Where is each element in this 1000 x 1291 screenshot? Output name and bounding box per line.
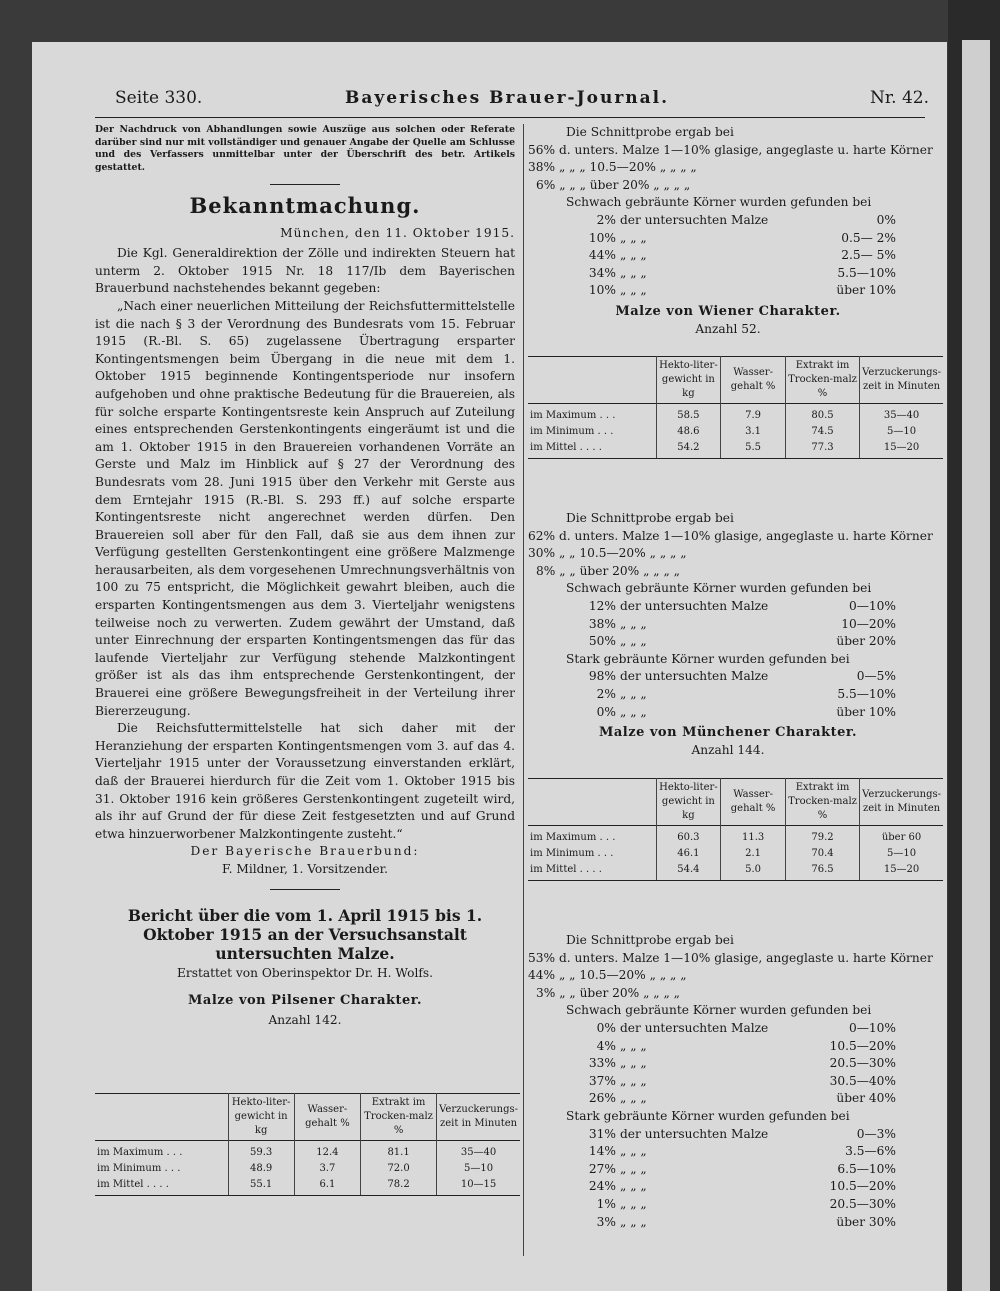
result-percent: 2% — [596, 686, 616, 701]
wiener-schwach: Schwach gebräunte Körner wurden gefunden bei — [566, 581, 872, 596]
muenchener-table: Hekto-liter-gewicht in kg Wasser-gehalt % Extrakt im Trocken-malz % Verzuckerungs-zeit in Minuten im Maximum . . . 60.3 11.3 79.2 über 60 im Minimum . . . 46.1 2.1 70.4 5—10 im Mittel . . . . 54.4 5.0 76.5 15—20 — [528, 778, 943, 881]
table-row: im Maximum . . . 60.3 11.3 79.2 über 60 — [528, 826, 943, 847]
paragraph-1: Die Kgl. Generaldirektion der Zölle und indirekten Steuern hat unterm 2. Oktober 1915 Nr. 18 117/Ib dem Bayerischen Brauerbund nachstehendes bekannt gegeben: — [95, 246, 515, 296]
result-percent: 98% — [588, 669, 616, 684]
paragraph-3: Die Reichsfuttermittelstelle hat sich daher mit der Heranziehung der ersparten Kontingentsmengen vom 3. auf das 4. Vierteljahr 1915 unter der Voraussetzung einverstanden erklärt, daß der Brauerei hierdurch für die Zeit vom 1. Oktober 1915 bis 31. Oktober 1916 kein größeres Gerstenkontingent zugeteilt wird, als ihr auf Grund der für diese Zeit festgesetzten und auf Grund etwa hinzuerworbener Malzkontingente zusteht.“ — [95, 721, 515, 841]
result-row — [528, 247, 928, 265]
result-percent: 1% — [596, 1196, 616, 1211]
paragraph-2: „Nach einer neuerlichen Mitteilung der Reichsfuttermittelstelle ist die nach § 3 der Verordnung des Bundesrats vom 15. Februar 1915 (R.-Bl. S. 65) zugelassene Übertragung ersparter Kontingentsmengen beim Übergang in die neue mit dem 1. Oktober 1915 beginnende Kontingentsperiode nur insofern aufgehoben und ohne praktische Bedeutung für die Brauereien, als für solche ersparte Kontingentsreste kein Anspruch auf Zuteilung eines entsprechenden Gerstenkontingents eingeräumt ist und die am 1. Oktober 1915 in den Brauereien vorhandenen Vorräte an Gerste und Malz im Hinblick auf § 27 der Verordnung des Bundesrats vom 28. Juni 1915 über den Verkehr mit Gerste aus dem Erntejahr 1915 (R.-Bl. S. 293 ff.) auf solche ersparte Kontingentsreste nicht angerechnet werden dürfen. Den Brauereien soll aber für den Fall, daß sie aus dem ihnen zur Verfügung gestellten Gerstenkontingent eine größere Malzmenge herausarbeiten, als dem vorgesehenen Umrechnungsverhältnis von 100 zu 75 entspricht, die Möglichkeit gewahrt bleiben, auch die ersparten Kontingentsmengen aus dem 3. Vierteljahr wenigstens teilweise noch zu verwerten. Zudem gewährt der Umstand, daß unter Einrechnung der ersparten Kontingentsmengen das für das laufende Vierteljahr zur Verfügung stehende Malzkontingent größer ist als das ihm entsprechende Gerstenkontingent, der Brauerei eine größere Bewegungsfreiheit in der Verteilung ihrer Biererzeugung. — [95, 298, 515, 718]
result-percent: 14% — [588, 1144, 616, 1159]
result-range: über 20% — [836, 634, 896, 649]
table-row: im Maximum . . . 59.3 12.4 81.1 35—40 — [95, 1141, 520, 1162]
result-row — [528, 704, 928, 722]
table-row: im Minimum . . . 48.6 3.1 74.5 5—10 — [528, 424, 943, 440]
muenchener-probe-line: 53% d. unters. Malze 1—10% glasige, angeglaste u. harte Körner — [528, 950, 933, 965]
result-text: „ „ „ — [620, 1073, 647, 1088]
wiener-table: Hekto-liter-gewicht in kg Wasser-gehalt % Extrakt im Trocken-malz % Verzuckerungs-zeit in Minuten im Maximum . . . 58.5 7.9 80.5 35—40 im Minimum . . . 48.6 3.1 74.5 5—10 im Mittel . . . . 54.2 5.5 77.3 15—20 — [528, 356, 943, 459]
table-row: im Mittel . . . . 55.1 6.1 78.2 10—15 — [95, 1177, 520, 1196]
signer: F. Mildner, 1. Vorsitzender. — [222, 861, 388, 876]
muenchener-schwach-list — [528, 1020, 928, 1108]
result-row — [528, 598, 928, 616]
result-row — [528, 265, 928, 283]
result-text: „ „ „ — [620, 283, 647, 298]
result-row — [528, 1214, 928, 1232]
pilsener-schwach: Schwach gebräunte Körner wurden gefunden bei — [566, 195, 872, 210]
result-percent: 50% — [588, 634, 616, 649]
table-row: im Minimum . . . 46.1 2.1 70.4 5—10 — [528, 846, 943, 862]
next-page-strip — [962, 40, 990, 1291]
result-percent: 10% — [588, 230, 616, 245]
result-range: über 10% — [836, 283, 896, 298]
result-percent: 37% — [588, 1073, 616, 1088]
result-row — [528, 1196, 928, 1214]
result-range: 0—10% — [848, 1020, 896, 1035]
wiener-probe: Die Schnittprobe ergab bei — [566, 511, 734, 525]
right-column-bottom — [528, 932, 933, 1231]
muenchener-count: Anzahl 144. — [691, 742, 765, 757]
result-percent: 24% — [588, 1179, 616, 1194]
result-text: der untersuchten Malze — [620, 1020, 769, 1035]
pilsener-heading: Malze von Pilsener Charakter. — [188, 993, 422, 1009]
result-row — [528, 1038, 928, 1056]
result-row — [528, 1143, 928, 1161]
result-range: 6.5—10% — [837, 1161, 896, 1176]
result-range: über 10% — [836, 704, 896, 719]
result-row — [528, 668, 928, 686]
issue-number: Nr. 42. — [870, 88, 929, 108]
result-text: „ „ „ — [620, 248, 647, 263]
header-rule — [95, 117, 925, 118]
result-percent: 0% — [596, 1020, 616, 1035]
section-rule — [270, 889, 340, 890]
result-text: der untersuchten Malze — [620, 669, 769, 684]
result-text: „ „ „ — [620, 1056, 647, 1071]
dateline: München, den 11. Oktober 1915. — [280, 225, 515, 240]
reprint-notice: Der Nachdruck von Abhandlungen sowie Auszüge aus solchen oder Referate darüber sind nur mit vollständiger und genauer Angabe der Quelle am Schlusse und des Verfassers unmittelbar unter der Überschrift des betr. Artikels gestattet. — [95, 124, 515, 173]
pilsener-probe: Die Schnittprobe ergab bei — [566, 125, 734, 139]
result-text: „ „ „ — [620, 1179, 647, 1194]
wiener-heading: Malze von Wiener Charakter. — [615, 303, 841, 319]
col-extrakt: Extrakt im Trocken-malz % — [361, 1094, 437, 1141]
result-range: 2.5— 5% — [841, 248, 896, 263]
muenchener-probe: Die Schnittprobe ergab bei — [566, 933, 734, 947]
pilsener-probe-line: 56% d. unters. Malze 1—10% glasige, angeglaste u. harte Körner — [528, 142, 933, 157]
result-text: „ „ „ — [620, 265, 647, 280]
result-range: über 30% — [836, 1214, 896, 1229]
result-range: 20.5—30% — [829, 1196, 896, 1211]
wiener-count: Anzahl 52. — [695, 321, 761, 336]
result-percent: 27% — [588, 1161, 616, 1176]
result-row — [528, 1020, 928, 1038]
report-title: Bericht über die vom 1. April 1915 bis 1. Oktober 1915 an der Versuchsanstalt untersuchten Malze. — [127, 905, 483, 963]
scan-edge — [948, 0, 1000, 1291]
result-range: 5.5—10% — [837, 686, 896, 701]
result-text: „ „ „ — [620, 686, 647, 701]
pilsener-probe-line: 38% „ „ „ 10.5—20% „ „ „ „ — [528, 160, 697, 175]
result-row — [528, 1161, 928, 1179]
result-text: „ „ „ — [620, 1091, 647, 1106]
muenchener-schwach: Schwach gebräunte Körner wurden gefunden bei — [566, 1003, 872, 1018]
result-text: „ „ „ — [620, 616, 647, 631]
col-wasser: Wasser-gehalt % — [294, 1094, 360, 1141]
result-percent: 3% — [596, 1214, 616, 1229]
right-column-top — [528, 124, 933, 338]
result-range: 10.5—20% — [829, 1179, 896, 1194]
result-range: 20.5—30% — [829, 1056, 896, 1071]
result-percent: 31% — [588, 1126, 616, 1141]
result-text: „ „ „ — [620, 230, 647, 245]
result-row — [528, 282, 928, 300]
result-percent: 0% — [596, 704, 616, 719]
result-percent: 12% — [588, 598, 616, 613]
pilsener-count: Anzahl 142. — [268, 1012, 342, 1027]
result-text: „ „ „ — [620, 1038, 647, 1053]
table-row: im Minimum . . . 48.9 3.7 72.0 5—10 — [95, 1161, 520, 1177]
result-row — [528, 1090, 928, 1108]
result-range: über 40% — [836, 1091, 896, 1106]
table-row: im Mittel . . . . 54.2 5.5 77.3 15—20 — [528, 440, 943, 459]
pilsener-table — [95, 1093, 520, 1196]
short-rule — [270, 184, 340, 185]
result-range: 30.5—40% — [829, 1073, 896, 1088]
pilsener-probe-line: 6% „ „ „ über 20% „ „ „ „ — [536, 177, 691, 192]
left-column — [95, 124, 515, 1029]
result-row — [528, 230, 928, 248]
column-divider — [523, 124, 524, 1256]
result-text: „ „ „ — [620, 1144, 647, 1159]
result-percent: 44% — [588, 248, 616, 263]
result-text: der untersuchten Malze — [620, 1126, 769, 1141]
result-row — [528, 212, 928, 230]
wiener-schwach-list — [528, 598, 928, 651]
result-percent: 33% — [588, 1056, 616, 1071]
wiener-probe-line: 8% „ „ über 20% „ „ „ „ — [536, 563, 680, 578]
result-text: „ „ „ — [620, 1214, 647, 1229]
table-row: im Mittel . . . . 54.4 5.0 76.5 15—20 — [528, 862, 943, 881]
result-range: 10.5—20% — [829, 1038, 896, 1053]
result-range: 0—5% — [856, 669, 896, 684]
wiener-probe-line: 30% „ „ 10.5—20% „ „ „ „ — [528, 546, 687, 561]
result-row — [528, 1055, 928, 1073]
result-range: 10—20% — [841, 616, 896, 631]
result-text: „ „ „ — [620, 704, 647, 719]
muenchener-probe-line: 44% „ „ 10.5—20% „ „ „ „ — [528, 968, 687, 983]
result-percent: 2% — [596, 212, 616, 227]
page-number: Seite 330. — [115, 88, 203, 108]
result-range: 0—3% — [856, 1126, 896, 1141]
result-percent: 4% — [596, 1038, 616, 1053]
col-verzuckerung: Verzuckerungs-zeit in Minuten — [437, 1094, 520, 1141]
wiener-probe-line: 62% d. unters. Malze 1—10% glasige, angeglaste u. harte Körner — [528, 528, 933, 543]
right-column-middle — [528, 510, 933, 759]
result-row — [528, 1178, 928, 1196]
announcement-title: Bekanntmachung. — [189, 193, 421, 218]
result-row — [528, 616, 928, 634]
result-text: der untersuchten Malze — [620, 598, 769, 613]
result-range: 3.5—6% — [845, 1144, 896, 1159]
result-row — [528, 686, 928, 704]
result-text: der untersuchten Malze — [620, 212, 769, 227]
result-percent: 34% — [588, 265, 616, 280]
result-text: „ „ „ — [620, 634, 647, 649]
muenchener-heading: Malze von Münchener Charakter. — [598, 725, 858, 741]
result-row — [528, 1073, 928, 1091]
result-percent: 38% — [588, 616, 616, 631]
result-range: 0.5— 2% — [841, 230, 896, 245]
result-row — [528, 1126, 928, 1144]
table-row: im Maximum . . . 58.5 7.9 80.5 35—40 — [528, 404, 943, 425]
wiener-stark-list — [528, 668, 928, 721]
muenchener-stark-list — [528, 1126, 928, 1232]
journal-title: Bayerisches Brauer-Journal. — [345, 88, 670, 108]
result-row — [528, 633, 928, 651]
wiener-stark: Stark gebräunte Körner wurden gefunden bei — [566, 651, 850, 666]
result-range: 0—10% — [848, 598, 896, 613]
result-text: „ „ „ — [620, 1196, 647, 1211]
report-author: Erstattet von Oberinspektor Dr. H. Wolfs. — [177, 965, 433, 980]
result-range: 0% — [876, 212, 896, 227]
result-text: „ „ „ — [620, 1161, 647, 1176]
signer-organization: Der Bayerische Brauerbund: — [190, 844, 420, 859]
result-percent: 10% — [588, 283, 616, 298]
col-hektoliter: Hekto-liter-gewicht in kg — [228, 1094, 294, 1141]
muenchener-stark: Stark gebräunte Körner wurden gefunden bei — [566, 1108, 850, 1123]
result-range: 5.5—10% — [837, 265, 896, 280]
pilsener-schwach-list — [528, 212, 928, 300]
result-percent: 26% — [588, 1091, 616, 1106]
muenchener-probe-line: 3% „ „ über 20% „ „ „ „ — [536, 985, 680, 1000]
